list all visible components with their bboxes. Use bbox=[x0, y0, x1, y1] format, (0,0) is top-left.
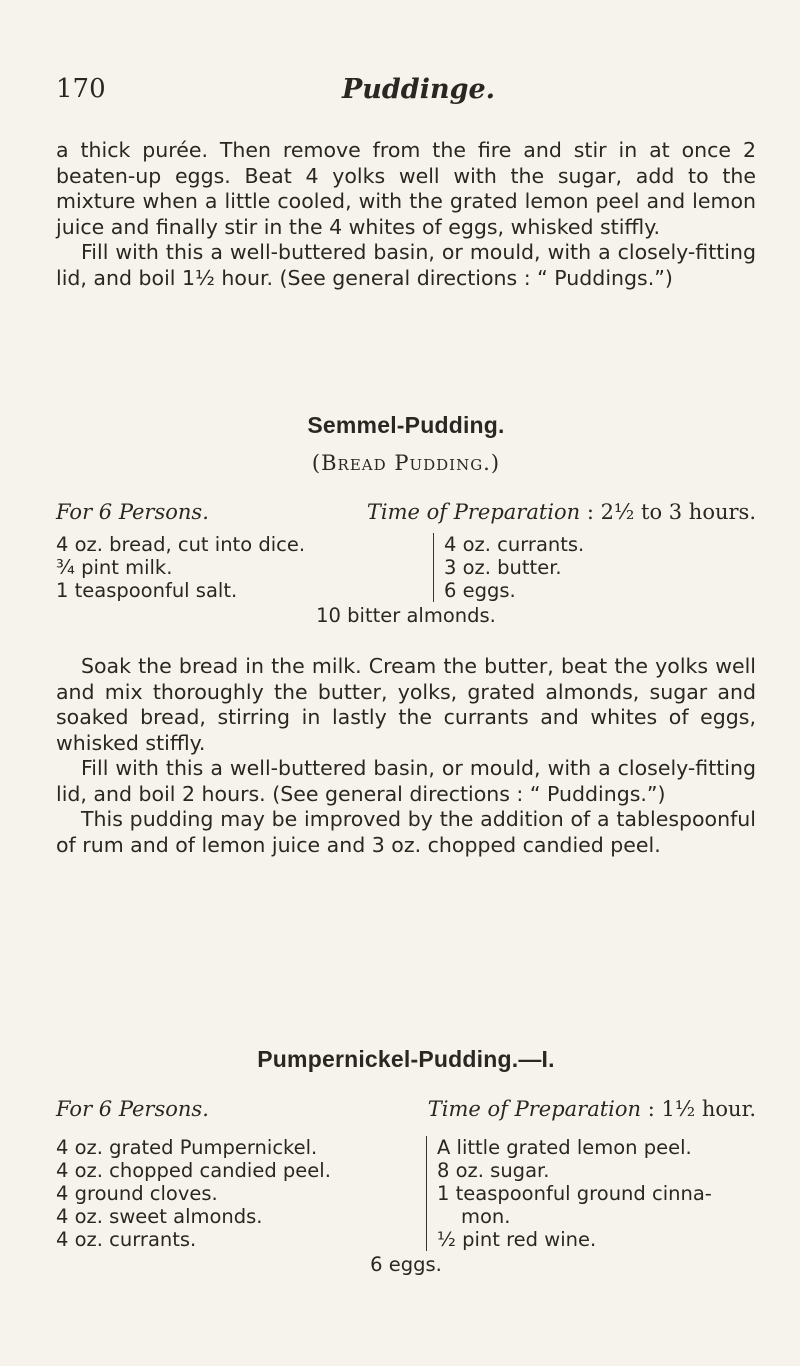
page-header bbox=[56, 74, 756, 114]
paragraph: a thick purée. Then remove from the fire and stir in at once 2 beaten-up eggs. Beat 4 yolks well with the sugar, add to the mixture when a little cooled, with the grated lemon peel and lemon juice and finally stir in the 4 whites of eggs, whisked stiffly. bbox=[56, 138, 756, 239]
ingredient: 1 teaspoonful ground cinna- bbox=[437, 1182, 712, 1205]
ingredient: 4 oz. grated Pumpernickel. bbox=[56, 1136, 318, 1159]
time-value: : 1½ hour. bbox=[647, 1097, 756, 1121]
time-label: Time of Preparation bbox=[366, 500, 581, 524]
time-value: : 2½ to 3 hours. bbox=[586, 500, 756, 524]
preparation-time bbox=[367, 500, 756, 524]
ingredients-right bbox=[426, 1136, 712, 1251]
ingredient: ¾ pint milk. bbox=[56, 556, 173, 579]
ingredient: 4 oz. currants. bbox=[56, 1228, 197, 1251]
ingredient: 3 oz. butter. bbox=[444, 556, 562, 579]
ingredient: 4 oz. bread, cut into dice. bbox=[56, 533, 306, 556]
recipe-subtitle: (Bread Pudding.) bbox=[311, 451, 501, 475]
running-title: Puddinge. bbox=[342, 74, 496, 105]
persons-label: For 6 Persons. bbox=[56, 500, 209, 524]
page-number: 170 bbox=[56, 74, 106, 104]
persons-label: For 6 Persons. bbox=[56, 1097, 209, 1121]
recipe-title: Semmel-Pudding. bbox=[307, 412, 505, 438]
time-label: Time of Preparation bbox=[427, 1097, 642, 1121]
recipe-method bbox=[56, 654, 756, 858]
ingredient: 6 eggs. bbox=[444, 579, 516, 602]
ingredient: 4 oz. chopped candied peel. bbox=[56, 1159, 331, 1182]
ingredient: 8 oz. sugar. bbox=[437, 1159, 550, 1182]
paragraph: Fill with this a well-buttered basin, or mould, with a closely-fitting lid, and boil 2 hours. (See general directions : “ Puddings.”) bbox=[56, 756, 756, 806]
paragraph: Soak the bread in the milk. Cream the butter, beat the yolks well and mix thoroughly the butter, yolks, grated almonds, sugar and soaked bread, stirring in lastly the currants and whites of eggs, whisked stiffly. bbox=[56, 654, 756, 755]
ingredient: ½ pint red wine. bbox=[437, 1228, 597, 1251]
ingredient: 4 ground cloves. bbox=[56, 1182, 218, 1205]
intro-text bbox=[56, 138, 756, 291]
preparation-time bbox=[428, 1097, 756, 1121]
recipe-title: Pumpernickel-Pudding.—I. bbox=[257, 1046, 555, 1072]
ingredient: A little grated lemon peel. bbox=[437, 1136, 692, 1159]
ingredient: 4 oz. sweet almonds. bbox=[56, 1205, 263, 1228]
ingredient: 1 teaspoonful salt. bbox=[56, 579, 238, 602]
paragraph: This pudding may be improved by the addition of a tablespoonful of rum and of lemon juice and 3 oz. chopped candied peel. bbox=[56, 807, 756, 857]
ingredients-left bbox=[56, 533, 305, 602]
paragraph: Fill with this a well-buttered basin, or mould, with a closely-fitting lid, and boil 1½ hour. (See general directions : “ Puddings.”) bbox=[56, 240, 756, 290]
ingredient-centered: 6 eggs. bbox=[370, 1253, 442, 1276]
ingredients-left bbox=[56, 1136, 331, 1251]
ingredients-right bbox=[433, 533, 584, 602]
ingredient: 4 oz. currants. bbox=[444, 533, 585, 556]
ingredient-centered: 10 bitter almonds. bbox=[316, 604, 496, 627]
ingredient: mon. bbox=[461, 1205, 511, 1228]
